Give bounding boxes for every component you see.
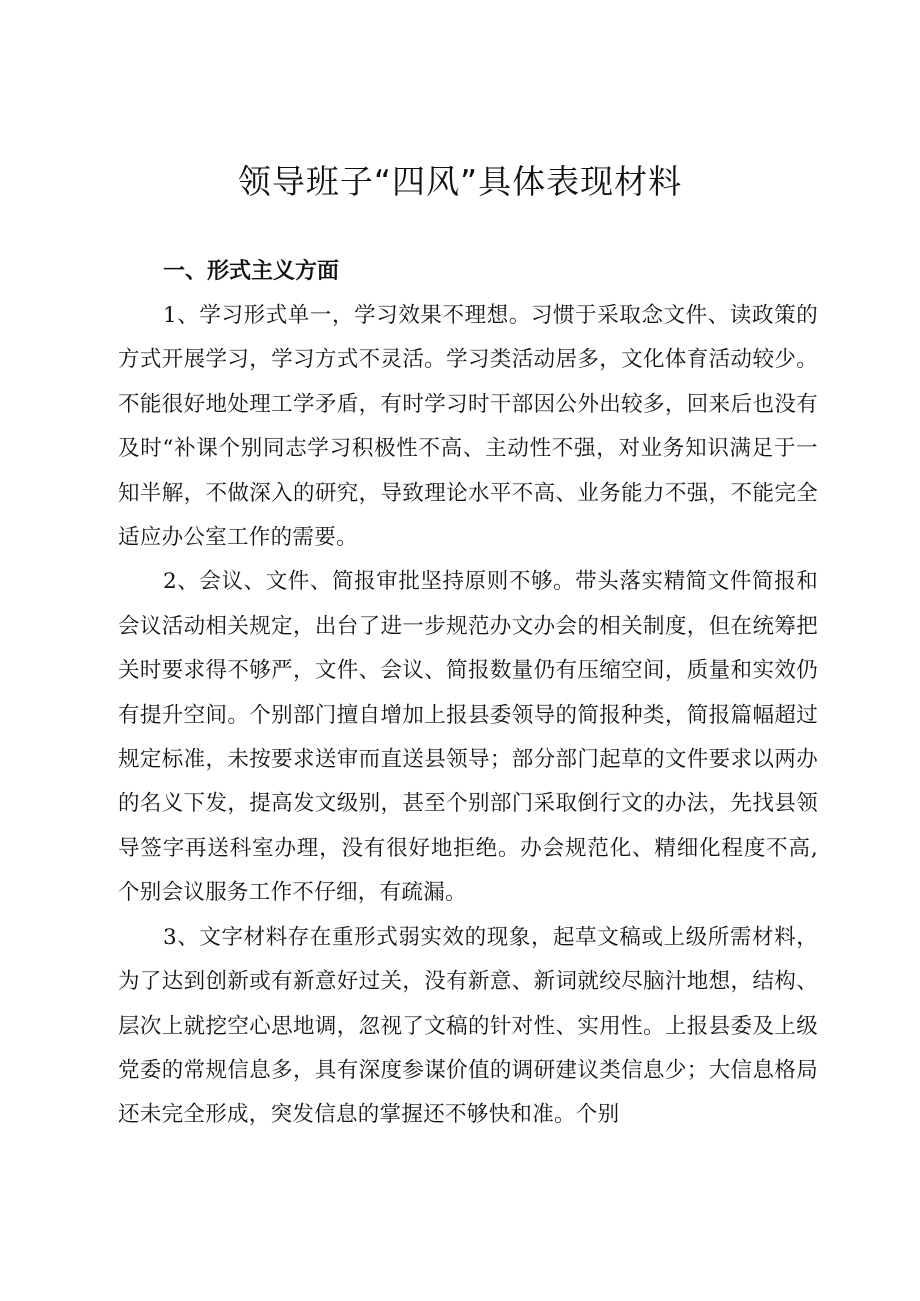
paragraph-3: 3、文字材料存在重形式弱实效的现象，起草文稿或上级所需材料，为了达到创新或有新意好过关，没有新意、新词就绞尽脑汁地想，结构、层次上就挖空心思地调，忽视了文稿的针对性、实用性。上报县委及上级党委的常规信息多，具有深度参谋价值的调研建议类信息少；大信息格局还未完全形成，突发信息的掌握还不够快和准。个别 [118,924,818,1128]
paragraph-2: 2、会议、文件、简报审批坚持原则不够。带头落实精简文件简报和会议活动相关规定，出台了进一步规范办文办会的相关制度，但在统筹把关时要求得不够严，文件、会议、简报数量仍有压缩空间，质量和实效仍有提升空间。个别部门擅自增加上报县委领导的简报种类，简报篇幅超过规定标准，未按要求送审而直送县领导；部分部门起草的文件要求以两办的名义下发，提高发文级别，甚至个别部门采取倒行文的办法，先找县领导签字再送科室办理，没有很好地拒绝。办会规范化、精细化程度不高,个别会议服务工作不仔细，有疏漏。 [118,569,818,906]
document-body [118,254,818,1138]
document-title: 领导班子“四风”具体表现材料 [237,162,683,201]
paragraph-1: 1、学习形式单一，学习效果不理想。习惯于采取念文件、读政策的方式开展学习，学习方式不灵活。学习类活动居多，文化体育活动较少。不能很好地处理工学矛盾，有时学习时干部因公外出较多，回来后也没有及时“补课个别同志学习积极性不高、主动性不强，对业务知识满足于一知半解，不做深入的研究，导致理论水平不高、业务能力不强，不能完全适应办公室工作的需要。 [118,303,818,551]
section-heading: 一、形式主义方面 [163,259,340,284]
